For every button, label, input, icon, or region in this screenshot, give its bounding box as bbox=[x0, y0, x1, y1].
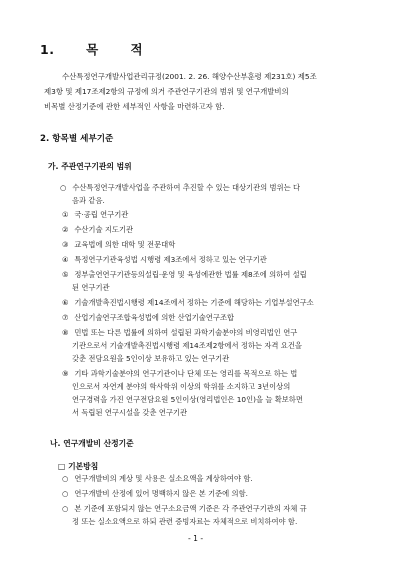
item-text: 국·공립 연구기관 bbox=[74, 210, 129, 219]
list-item-4 bbox=[62, 255, 267, 265]
subsection-b-title: 연구개발비 산정기준 bbox=[63, 439, 134, 448]
list-item-3 bbox=[62, 240, 175, 250]
item-text: 산업기술연구조합육성법에 의한 산업기술연구조합 bbox=[74, 313, 235, 322]
item-text: 민법 또는 다른 법률에 의하여 설립된 과학기술분야의 비영리법인 연구 bbox=[74, 328, 298, 337]
circle-bullet-icon: ○ bbox=[62, 504, 69, 513]
item-number: ② bbox=[62, 225, 69, 234]
item-number: ⑨ bbox=[62, 369, 69, 378]
subsection-a-heading bbox=[48, 161, 132, 172]
policy-item-1 bbox=[62, 474, 253, 484]
intro-line-1 bbox=[60, 183, 300, 193]
item-text: 정부출연연구기관등의설립·운영 및 육성에관한 법률 제8조에 의하여 설립 bbox=[74, 270, 307, 279]
section-1-heading bbox=[40, 40, 143, 58]
item-number: ⑤ bbox=[62, 270, 69, 279]
subsection-b-heading bbox=[50, 438, 134, 449]
policy-text: 연구개발비 산정에 있어 명백하지 않은 본 기준에 의함. bbox=[74, 489, 248, 498]
item-text: 교육법에 의한 대학 및 전문대학 bbox=[74, 240, 176, 249]
policy-item-3 bbox=[62, 504, 307, 514]
item-number: ⑥ bbox=[62, 298, 69, 307]
item-number: ⑧ bbox=[62, 328, 69, 337]
section-1-paragraph-line-3: 비목별 산정기준에 관한 세부적인 사항을 마련하고자 함. bbox=[44, 102, 225, 111]
list-item-2 bbox=[62, 225, 133, 235]
section-1-paragraph-line-2: 제3항 및 제17조제2항의 규정에 의거 주관연구기관의 범위 및 연구개발비의 bbox=[44, 87, 289, 96]
section-1-title-a: 목 bbox=[86, 42, 99, 57]
section-2-title: 항목별 세부기준 bbox=[52, 134, 114, 144]
list-item-8 bbox=[62, 328, 297, 338]
policy-text: 연구개발비의 계상 및 사용은 실소요액을 계상하여야 함. bbox=[74, 474, 253, 483]
list-item-8-cont-1: 기관으로서 기술개발촉진법시행령 제14조제2항에서 정하는 자격 요건을 bbox=[72, 341, 302, 350]
square-bullet-icon: □ bbox=[58, 462, 66, 471]
item-text: 기술개발촉진법시행령 제14조에서 정하는 기준에 해당하는 기업부설연구소 bbox=[74, 298, 314, 307]
list-item-9-cont-2: 연구경력을 가진 연구전담요원 5인이상(영리법인은 10인)을 늘 확보하면 bbox=[72, 395, 303, 404]
list-item-1 bbox=[62, 210, 128, 220]
subsection-b-label: 나. bbox=[50, 439, 61, 448]
list-item-6 bbox=[62, 298, 314, 308]
section-2-number: 2. bbox=[40, 134, 50, 144]
policy-item-3-cont: 정 또는 실소요액으로 하되 관련 증빙자료는 자체적으로 비치하여야 함. bbox=[72, 517, 298, 526]
basic-policy-heading bbox=[58, 461, 98, 472]
list-item-7 bbox=[62, 313, 234, 323]
list-item-9-cont-3: 서 독립된 연구시설을 갖춘 연구기관 bbox=[72, 408, 188, 417]
section-1-paragraph-line-1: 수산특정연구개발사업관리규정(2001. 2. 26. 해양수산부훈령 제231호) 제5조 bbox=[62, 72, 317, 81]
page-number: - 1 - bbox=[188, 534, 204, 543]
list-item-5 bbox=[62, 270, 307, 280]
item-number: ⑦ bbox=[62, 313, 69, 322]
policy-item-2 bbox=[62, 489, 248, 499]
list-item-9 bbox=[62, 369, 297, 379]
subsection-a-label: 가. bbox=[48, 162, 59, 171]
intro-text-1: 수산특정연구개발사업을 주관하여 추진할 수 있는 대상기관의 범위는 다 bbox=[72, 183, 301, 192]
item-number: ③ bbox=[62, 240, 69, 249]
circle-bullet-icon: ○ bbox=[62, 474, 69, 483]
item-text: 수산기술 지도기관 bbox=[74, 225, 134, 234]
subsection-a-title: 주관연구기관의 범위 bbox=[61, 162, 132, 171]
list-item-8-cont-2: 갖춘 전담요원을 5인이상 보유하고 있는 연구기관 bbox=[72, 354, 230, 363]
list-item-9-cont-1: 인으로서 자연계 분야의 학사학위 이상의 학위를 소지하고 3년이상의 bbox=[72, 382, 291, 391]
list-item-5-cont: 된 연구기관 bbox=[72, 283, 110, 292]
section-1-title-b: 적 bbox=[130, 42, 144, 57]
circle-bullet-icon: ○ bbox=[62, 489, 69, 498]
section-2-heading bbox=[40, 132, 113, 144]
item-text: 기타 과학기술분야의 연구기관이나 단체 또는 영리를 목적으로 하는 법 bbox=[74, 369, 298, 378]
policy-text: 본 기준에 포함되지 않는 연구소요금액 기준은 각 주관연구기관의 자체 규 bbox=[74, 504, 307, 513]
basic-policy-title: 기본방침 bbox=[68, 462, 99, 471]
item-number: ① bbox=[62, 210, 69, 219]
intro-text-2: 음과 같음. bbox=[72, 196, 105, 205]
circle-bullet-icon: ○ bbox=[60, 183, 67, 192]
section-1-number: 1. bbox=[40, 42, 55, 57]
item-text: 특정연구기관육성법 시행령 제3조에서 정하고 있는 연구기관 bbox=[74, 255, 267, 264]
item-number: ④ bbox=[62, 255, 69, 264]
